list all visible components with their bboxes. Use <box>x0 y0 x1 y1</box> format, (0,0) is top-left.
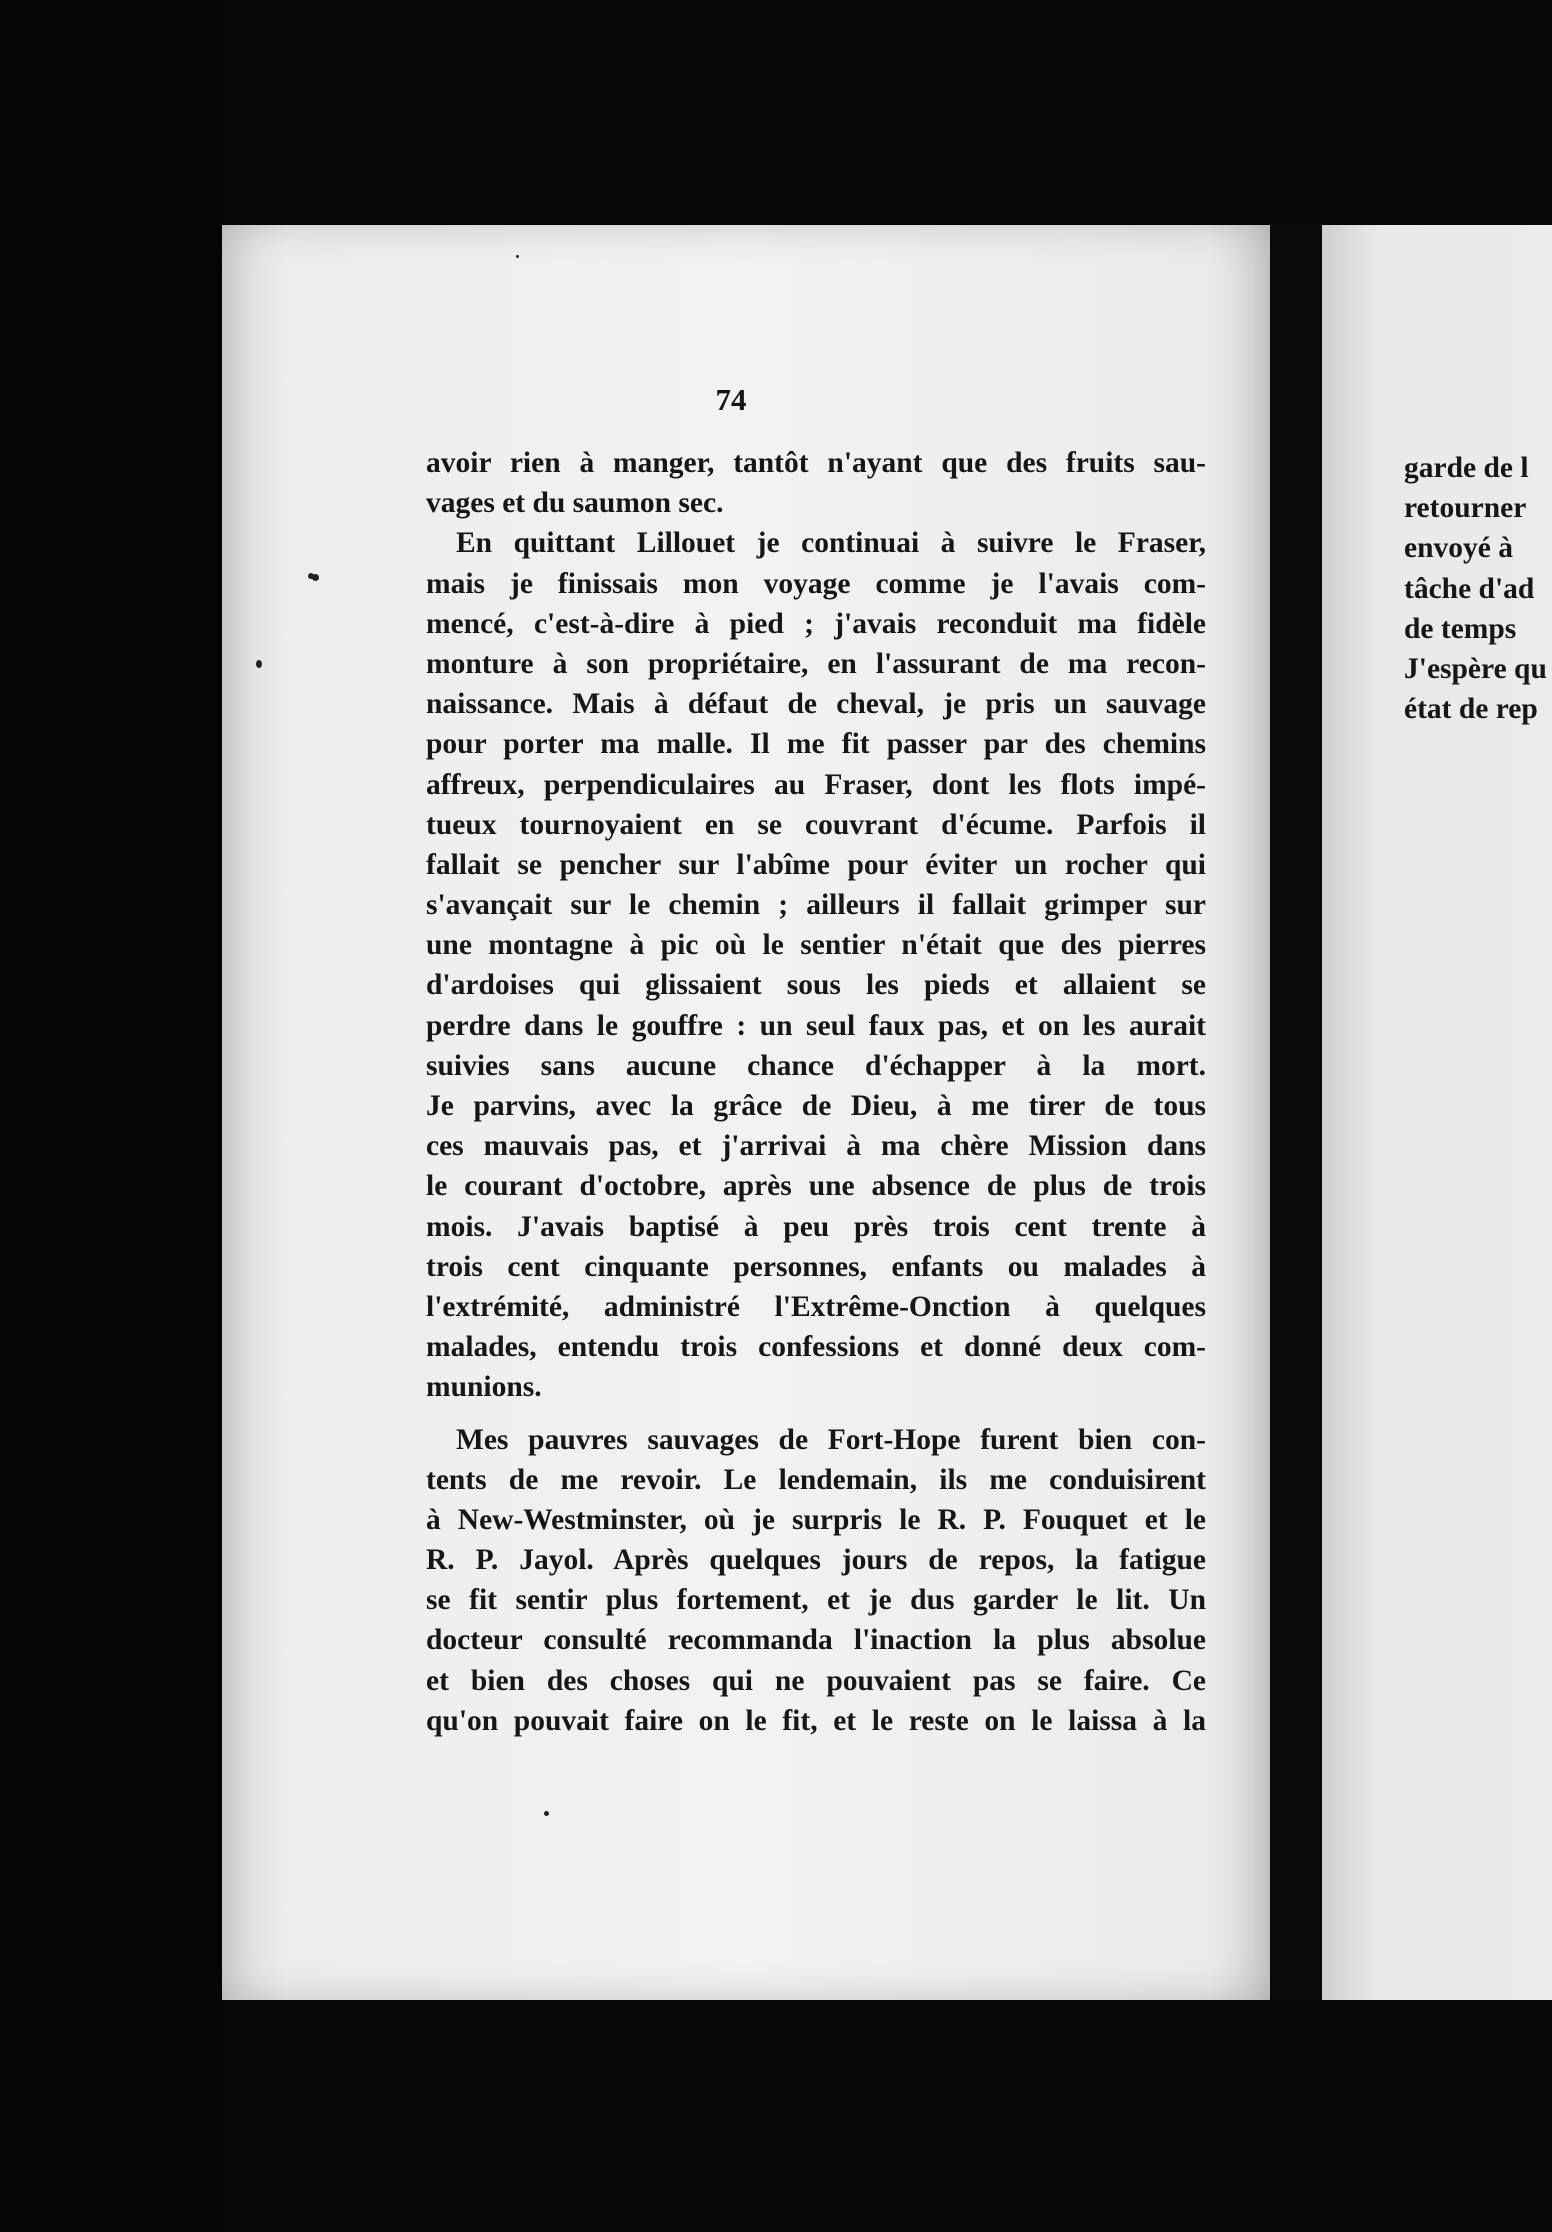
text-line: se fit sentir plus fortement, et je dus garder le lit. Un <box>426 1584 1206 1617</box>
text-line: suivies sans aucune chance d'échapper à la mort. <box>426 1049 1206 1082</box>
text-line: à New-Westminster, où je surpris le R. P. Fouquet et le <box>426 1503 1206 1536</box>
text-line: mais je finissais mon voyage comme je l'avais com- <box>426 567 1206 600</box>
text-line: tents de me revoir. Le lendemain, ils me conduisirent <box>426 1463 1206 1496</box>
paragraph-gap <box>426 1408 1206 1420</box>
text-line: affreux, perpendiculaires au Fraser, dont les flots impé- <box>426 768 1206 801</box>
text-line: munions. <box>426 1371 542 1404</box>
text-line: trois cent cinquante personnes, enfants ou malades à <box>426 1250 1206 1283</box>
text-line: fallait se pencher sur l'abîme pour éviter un rocher qui <box>426 848 1206 881</box>
text-line: naissance. Mais à défaut de cheval, je pris un sauvage <box>426 688 1206 721</box>
text-line: l'extrémité, administré l'Extrême-Onction à quelques <box>426 1290 1206 1323</box>
adjacent-page <box>1322 225 1552 2000</box>
text-line: de temps <box>1404 612 1517 645</box>
text-line: tâche d'ad <box>1404 572 1535 605</box>
text-line: vages et du saumon sec. <box>426 487 724 520</box>
text-line: retourner <box>1404 492 1527 525</box>
text-line: malades, entendu trois confessions et donné deux com- <box>426 1331 1206 1364</box>
text-line: En quittant Lillouet je continuai à suivre le Fraser, <box>456 527 1206 560</box>
text-line: état de rep <box>1404 693 1538 726</box>
text-line: Mes pauvres sauvages de Fort-Hope furent bien con- <box>456 1423 1206 1456</box>
text-line: une montagne à pic où le sentier n'était que des pierres <box>426 929 1206 962</box>
text-line: garde de l <box>1404 452 1529 484</box>
ink-speck <box>516 255 519 258</box>
page-text <box>426 443 1206 1741</box>
ink-speck <box>544 1811 549 1816</box>
ink-speck <box>312 574 319 581</box>
text-line: pour porter ma malle. Il me fit passer par des chemins <box>426 728 1206 761</box>
text-line: Je parvins, avec la grâce de Dieu, à me tirer de tous <box>426 1090 1206 1122</box>
adjacent-page-text <box>1404 448 1547 729</box>
text-line: docteur consulté recommanda l'inaction la plus absolue <box>426 1624 1206 1657</box>
text-line: s'avançait sur le chemin ; ailleurs il fallait grimper sur <box>426 889 1206 922</box>
text-line: avoir rien à manger, tantôt n'ayant que des fruits sau- <box>426 447 1206 479</box>
text-line: et bien des choses qui ne pouvaient pas se faire. Ce <box>426 1664 1206 1697</box>
text-line: ces mauvais pas, et j'arrivai à ma chère Mission dans <box>426 1130 1206 1163</box>
page-gutter <box>1270 225 1322 2000</box>
ink-speck <box>256 660 262 668</box>
text-line: mois. J'avais baptisé à peu près trois cent trente à <box>426 1210 1206 1243</box>
text-line: le courant d'octobre, après une absence de plus de trois <box>426 1170 1206 1203</box>
text-line: R. P. Jayol. Après quelques jours de repos, la fatigue <box>426 1544 1206 1577</box>
text-line: envoyé à <box>1404 532 1513 565</box>
scan-border <box>0 0 222 2232</box>
text-line: d'ardoises qui glissaient sous les pieds et allaient se <box>426 969 1206 1002</box>
text-line: qu'on pouvait faire on le fit, et le reste on le laissa à la <box>426 1704 1206 1737</box>
text-line: perdre dans le gouffre : un seul faux pas, et on les aurait <box>426 1009 1206 1042</box>
book-page <box>222 225 1270 2000</box>
text-line: tueux tournoyaient en se couvrant d'écume. Parfois il <box>426 808 1206 841</box>
text-line: mencé, c'est-à-dire à pied ; j'avais reconduit ma fidèle <box>426 607 1206 640</box>
text-line: monture à son propriétaire, en l'assurant de ma recon- <box>426 647 1206 680</box>
text-line: J'espère qu <box>1404 652 1547 685</box>
page-number: 74 <box>715 382 747 417</box>
